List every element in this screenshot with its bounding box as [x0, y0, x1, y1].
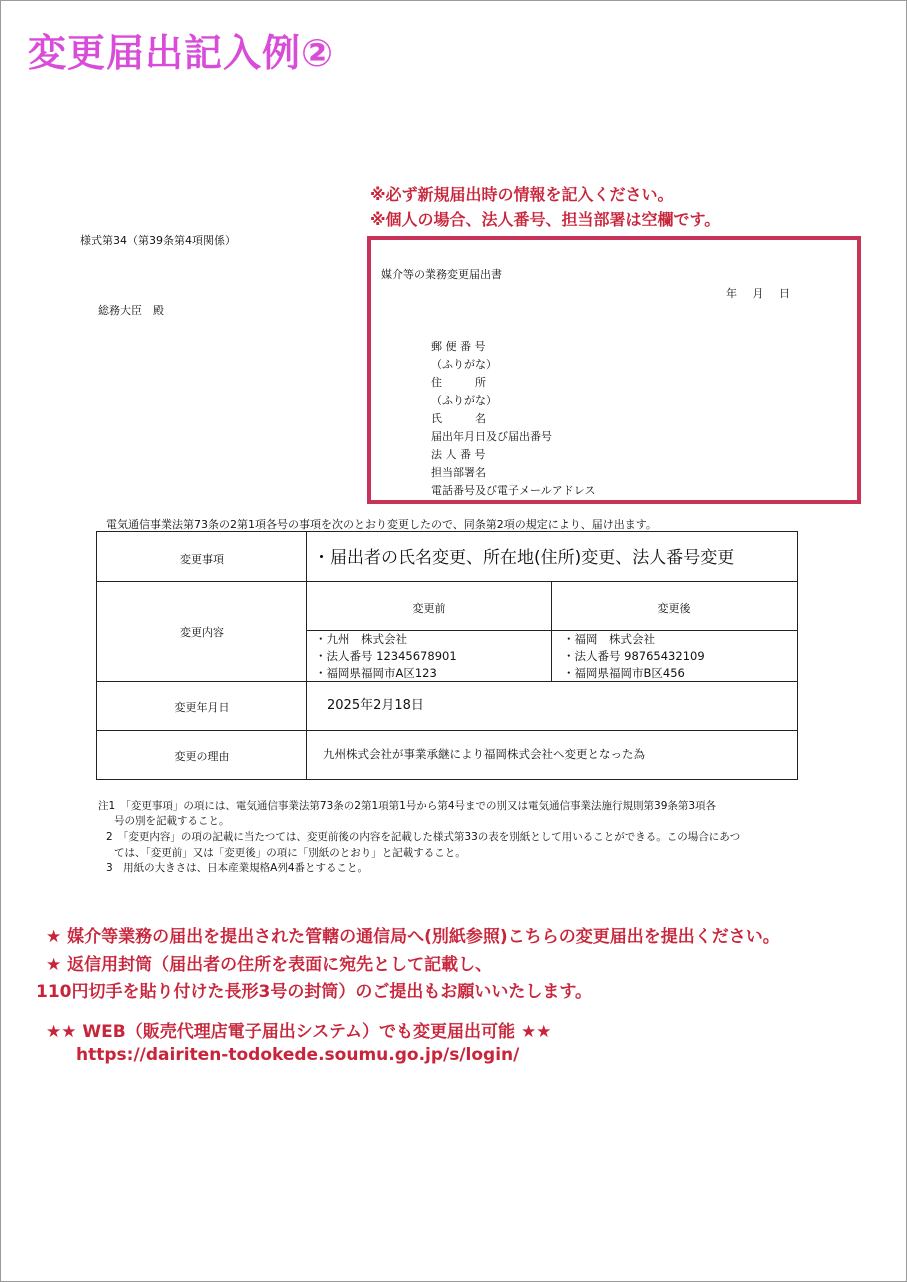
- label-change-content: 変更内容: [180, 626, 224, 639]
- before-corporate-number: ・法人番号 12345678901: [315, 649, 457, 663]
- notice-return-envelope: ★ 返信用封筒（届出者の住所を表面に宛先として記載し、: [46, 955, 493, 975]
- field-phone-email: 電話番号及び電子メールアドレス: [431, 484, 596, 497]
- web-url-link[interactable]: https://dairiten-todokede.soumu.go.jp/s/login/: [76, 1045, 520, 1065]
- field-department: 担当部署名: [431, 466, 486, 479]
- note-1-cont: 号の別を記載すること。: [114, 815, 230, 827]
- note-3: 3 用紙の大きさは、日本産業規格A列4番とすること。: [106, 862, 369, 874]
- field-postal-code: 郵 便 番 号: [431, 340, 486, 353]
- date-line: 年 月 日: [726, 287, 790, 300]
- field-name: 氏 名: [431, 412, 486, 425]
- header-before: 変更前: [412, 602, 446, 615]
- after-company: ・福岡 株式会社: [563, 632, 655, 646]
- notice-individual: ※個人の場合、法人番号、担当部署は空欄です。: [370, 210, 721, 229]
- page-title: 変更届出記入例②: [28, 31, 335, 75]
- after-corporate-number: ・法人番号 98765432109: [563, 649, 705, 663]
- field-corporate-number: 法 人 番 号: [431, 448, 486, 461]
- note-1: 注1 「変更事項」の項には、電気通信事業法第73条の2第1項第1号から第4号までの別又は電気通信事業法施行規則第39条第3項各: [98, 800, 717, 812]
- field-furigana-name: （ふりがな）: [431, 394, 497, 407]
- before-company: ・九州 株式会社: [315, 632, 407, 646]
- value-change-reason: 九州株式会社が事業承継により福岡株式会社へ変更となった為: [323, 747, 645, 761]
- label-change-date: 変更年月日: [174, 701, 230, 714]
- notice-submit-office: ★ 媒介等業務の届出を提出された管轄の通信局へ(別紙参照)こちらの変更届出を提出ください。: [46, 927, 780, 947]
- field-notification-date: 届出年月日及び届出番号: [431, 430, 552, 443]
- notice-required-info: ※必ず新規届出時の情報を記入ください。: [370, 185, 674, 204]
- label-change-reason: 変更の理由: [174, 750, 230, 763]
- header-after: 変更後: [657, 602, 691, 615]
- addressee: 総務大臣 殿: [98, 304, 164, 317]
- intro-text: 電気通信事業法第73条の2第1項各号の事項を次のとおり変更したので、同条第2項の規定により、届け出ます。: [106, 518, 657, 531]
- after-address: ・福岡県福岡市B区456: [563, 666, 685, 680]
- field-address: 住 所: [431, 376, 486, 389]
- note-2-cont: ては、「変更前」又は「変更後」の項に「別紙のとおり」と記載すること。: [114, 847, 466, 859]
- note-2: 2 「変更内容」の項の記載に当たつては、変更前後の内容を記載した様式第33の表を別紙として用いることができる。この場合にあつ: [106, 831, 741, 843]
- before-address: ・福岡県福岡市A区123: [315, 666, 437, 680]
- form-title: 媒介等の業務変更届出書: [381, 268, 502, 281]
- field-furigana-address: （ふりがな）: [431, 358, 497, 371]
- notice-envelope-detail: 110円切手を貼り付けた長形3号の封筒）のご提出もお願いいたします。: [36, 982, 592, 1002]
- label-change-item: 変更事項: [180, 553, 224, 566]
- change-table: [96, 531, 798, 780]
- value-change-date: 2025年2月18日: [327, 698, 424, 713]
- form-number: 様式第34（第39条第4項関係）: [80, 234, 236, 247]
- value-change-item: ・届出者の氏名変更、所在地(住所)変更、法人番号変更: [313, 548, 735, 568]
- web-notice: ★★ WEB（販売代理店電子届出システム）でも変更届出可能 ★★: [46, 1022, 552, 1042]
